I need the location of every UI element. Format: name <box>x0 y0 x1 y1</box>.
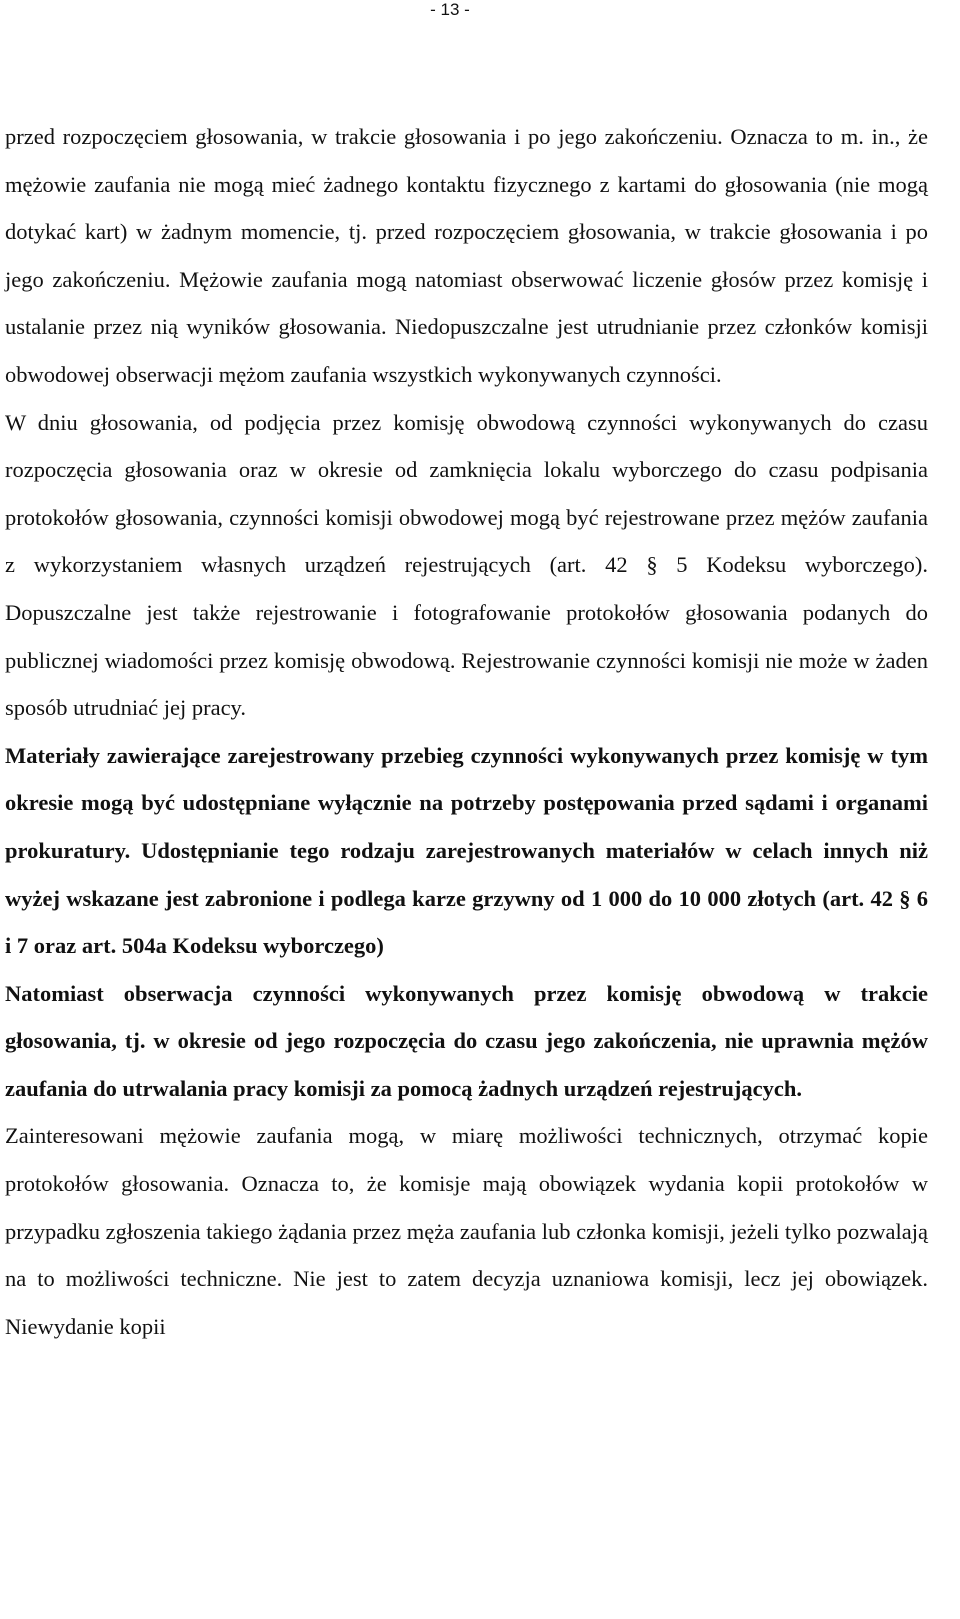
document-body <box>5 113 928 1350</box>
paragraph-materials-restriction: Materiały zawierające zarejestrowany przebieg czynności wykonywanych przez komisję w tym okresie mogą być udostępniane wyłącznie na potrzeby postępowania przed sądami i organami prokuratury. Udostępnianie tego rodzaju zarejestrowanych materiałów w celach innych niż wyżej wskazane jest zabronione i podlega karze grzywny od 1 000 do 10 000 złotych (art. 42 § 6 i 7 oraz art. 504a Kodeksu wyborczego) <box>5 742 928 959</box>
paragraph-observation-rules: przed rozpoczęciem głosowania, w trakcie głosowania i po jego zakończeniu. Oznacza to m. in., że mężowie zaufania nie mogą mieć żadnego kontaktu fizycznego z kartami do głosowania (nie mogą dotykać kart) w żadnym momencie, tj. przed rozpoczęciem głosowania, w trakcie głosowania i po jego zakończeniu. Mężowie zaufania mogą natomiast obserwować liczenie głosów przez komisję i ustalanie przez nią wyników głosowania. Niedopuszczalne jest utrudnianie przez członków komisji obwodowej obserwacji mężom zaufania wszystkich wykonywanych czynności. <box>5 124 928 387</box>
paragraph-no-recording-during-voting: Natomiast obserwacja czynności wykonywanych przez komisję obwodową w trakcie głosowania, tj. w okresie od jego rozpoczęcia do czasu jego zakończenia, nie uprawnia mężów zaufania do utrwalania pracy komisji za pomocą żadnych urządzeń rejestrujących. <box>5 980 928 1101</box>
paragraph-protocol-copies: Zainteresowani mężowie zaufania mogą, w miarę możliwości technicznych, otrzymać kopie protokołów głosowania. Oznacza to, że komisje mają obowiązek wydania kopii protokołów w przypadku zgłoszenia takiego żądania przez męża zaufania lub członka komisji, jeżeli tylko pozwalają na to możliwości techniczne. Nie jest to zatem decyzja uznaniowa komisji, lecz jej obowiązek. Niewydanie kopii <box>5 1123 928 1339</box>
page-number: - 13 - <box>430 0 470 19</box>
paragraph-recording-permission: W dniu głosowania, od podjęcia przez komisję obwodową czynności wykonywanych do czasu rozpoczęcia głosowania oraz w okresie od zamknięcia lokalu wyborczego do czasu podpisania protokołów głosowania, czynności komisji obwodowej mogą być rejestrowane przez mężów zaufania z wykorzystaniem własnych urządzeń rejestrujących (art. 42 § 5 Kodeksu wyborczego). Dopuszczalne jest także rejestrowanie i fotografowanie protokołów głosowania podanych do publicznej wiadomości przez komisję obwodową. Rejestrowanie czynności komisji nie może w żaden sposób utrudniać jej pracy. <box>5 409 928 721</box>
